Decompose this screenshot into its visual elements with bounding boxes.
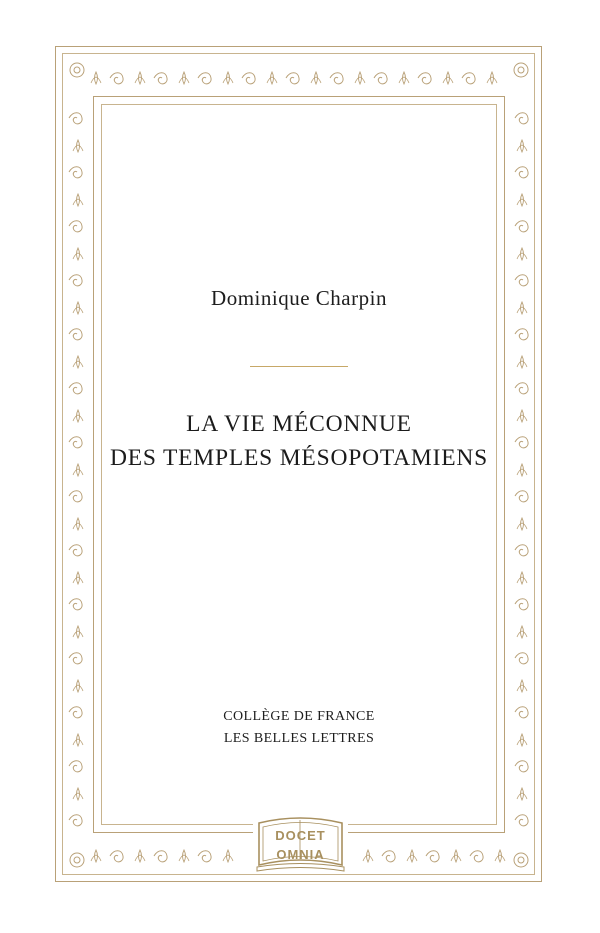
publisher-line-1: COLLÈGE DE FRANCE — [223, 709, 375, 724]
emblem-motto-line-1: DOCET — [275, 828, 326, 843]
title-divider — [250, 366, 348, 367]
publisher — [101, 706, 497, 750]
title-line-1: LA VIE MÉCONNUE — [186, 411, 412, 437]
title-line-2: DES TEMPLES MÉSOPOTAMIENS — [109, 445, 489, 471]
emblem-motto-line-2: OMNIA — [276, 847, 325, 862]
book-seal-icon — [253, 815, 348, 873]
publisher-line-2: LES BELLES LETTRES — [223, 731, 375, 746]
author-name: Dominique Charpin — [211, 286, 387, 310]
book-title — [101, 407, 497, 475]
